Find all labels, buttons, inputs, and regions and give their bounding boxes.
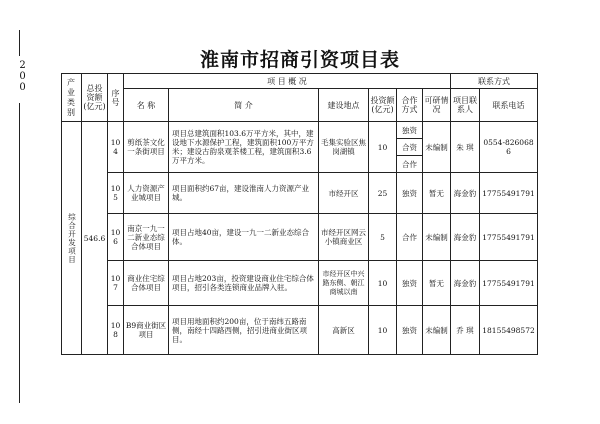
row-location: 市经开区 (319, 173, 369, 214)
header-name: 名 称 (124, 89, 169, 122)
row-name: 剪纸茶文化一条街项目 (124, 122, 169, 173)
row-phone: 17755491791 (480, 173, 538, 214)
row-coop-method: 独资 (397, 306, 423, 355)
row-intro: 项目占地203亩，投资建设商业住宅综合体项目，招引各类连锁商业品牌入驻。 (169, 261, 319, 306)
row-contact-person: 乔 琪 (451, 306, 480, 355)
header-approval: 可研情况 (423, 89, 451, 122)
row-name: B9商业街区项目 (124, 306, 169, 355)
row-approval: 暂无 (423, 173, 451, 214)
row-location: 高新区 (319, 306, 369, 355)
page-title: 淮南市招商引资项目表 (199, 49, 400, 71)
row-coop-method: 合作 (397, 214, 423, 261)
row-investment: 10 (369, 306, 397, 355)
row-contact-person: 海金豹 (451, 173, 480, 214)
row-intro: 项目用地面积约200亩，位于南纬五路南侧，南经十四路西侧，招引进商业街区项目。 (169, 306, 319, 355)
row-seq: 104 (108, 122, 124, 173)
header-intro: 简 介 (169, 89, 319, 122)
category-cell: 综合开发项目 (62, 122, 82, 355)
row-contact-person: 朱 琪 (451, 122, 480, 173)
header-industry-category: 产业类别 (62, 74, 82, 122)
row-investment: 25 (369, 173, 397, 214)
row-location: 毛集实验区焦岗湖镇 (319, 122, 369, 173)
header-coop-method: 合作方式 (397, 89, 423, 122)
row-location: 市经开区中兴路东侧、朝江商城以南 (319, 261, 369, 306)
header-investment: 投资额(亿元) (369, 89, 397, 122)
row-phone: 17755491791 (480, 261, 538, 306)
row-approval: 未编制 (423, 306, 451, 355)
header-phone: 联系电话 (480, 89, 538, 122)
page-number: 200 (17, 60, 28, 93)
row-approval: 未编制 (423, 122, 451, 173)
row-approval: 暂无 (423, 261, 451, 306)
row-name: 人力资源产业城项目 (124, 173, 169, 214)
row-name: 南京一九一二新业态综合体项目 (124, 214, 169, 261)
row-investment: 5 (369, 214, 397, 261)
header-total-investment: 总投资额(亿元) (82, 74, 108, 122)
row-seq: 107 (108, 261, 124, 306)
row-intro: 项目面积约67亩，建设淮南人力资源产业城。 (169, 173, 319, 214)
row-phone: 18155498572 (480, 306, 538, 355)
row-location: 市经开区网云小镇商业区 (319, 214, 369, 261)
header-location: 建设地点 (319, 89, 369, 122)
header-contact-person: 项目联系人 (451, 89, 480, 122)
row-coop-method: 独资 (397, 122, 423, 139)
row-phone: 0554-8260686 (480, 122, 538, 173)
row-phone: 17755491791 (480, 214, 538, 261)
row-intro: 项目总建筑面积103.6万平方米，其中，建设地下水源保护工程，建筑面积100万平方米；建设古韵泉观茶楼工程，建筑面积3.6万平方米。 (169, 122, 319, 173)
row-investment: 10 (369, 261, 397, 306)
header-contact-group: 联系方式 (451, 74, 538, 89)
row-seq: 106 (108, 214, 124, 261)
row-coop-method: 合资 (397, 139, 423, 156)
investment-table (61, 73, 538, 355)
row-approval: 未编制 (423, 214, 451, 261)
row-coop-method: 独资 (397, 173, 423, 214)
row-seq: 105 (108, 173, 124, 214)
header-project-overview: 项 目 概 况 (124, 74, 451, 89)
row-name: 商业住宅综合体项目 (124, 261, 169, 306)
row-contact-person: 海金豹 (451, 261, 480, 306)
row-contact-person: 海金豹 (451, 214, 480, 261)
page-number-rule-bottom (19, 103, 20, 403)
row-coop-method: 合作 (397, 156, 423, 173)
category-total-cell: 546.6 (82, 122, 108, 355)
row-intro: 项目占地40亩，建设一九一二新业态综合体。 (169, 214, 319, 261)
row-coop-method: 独资 (397, 261, 423, 306)
header-seq: 序号 (108, 74, 124, 122)
row-seq: 108 (108, 306, 124, 355)
row-investment: 10 (369, 122, 397, 173)
